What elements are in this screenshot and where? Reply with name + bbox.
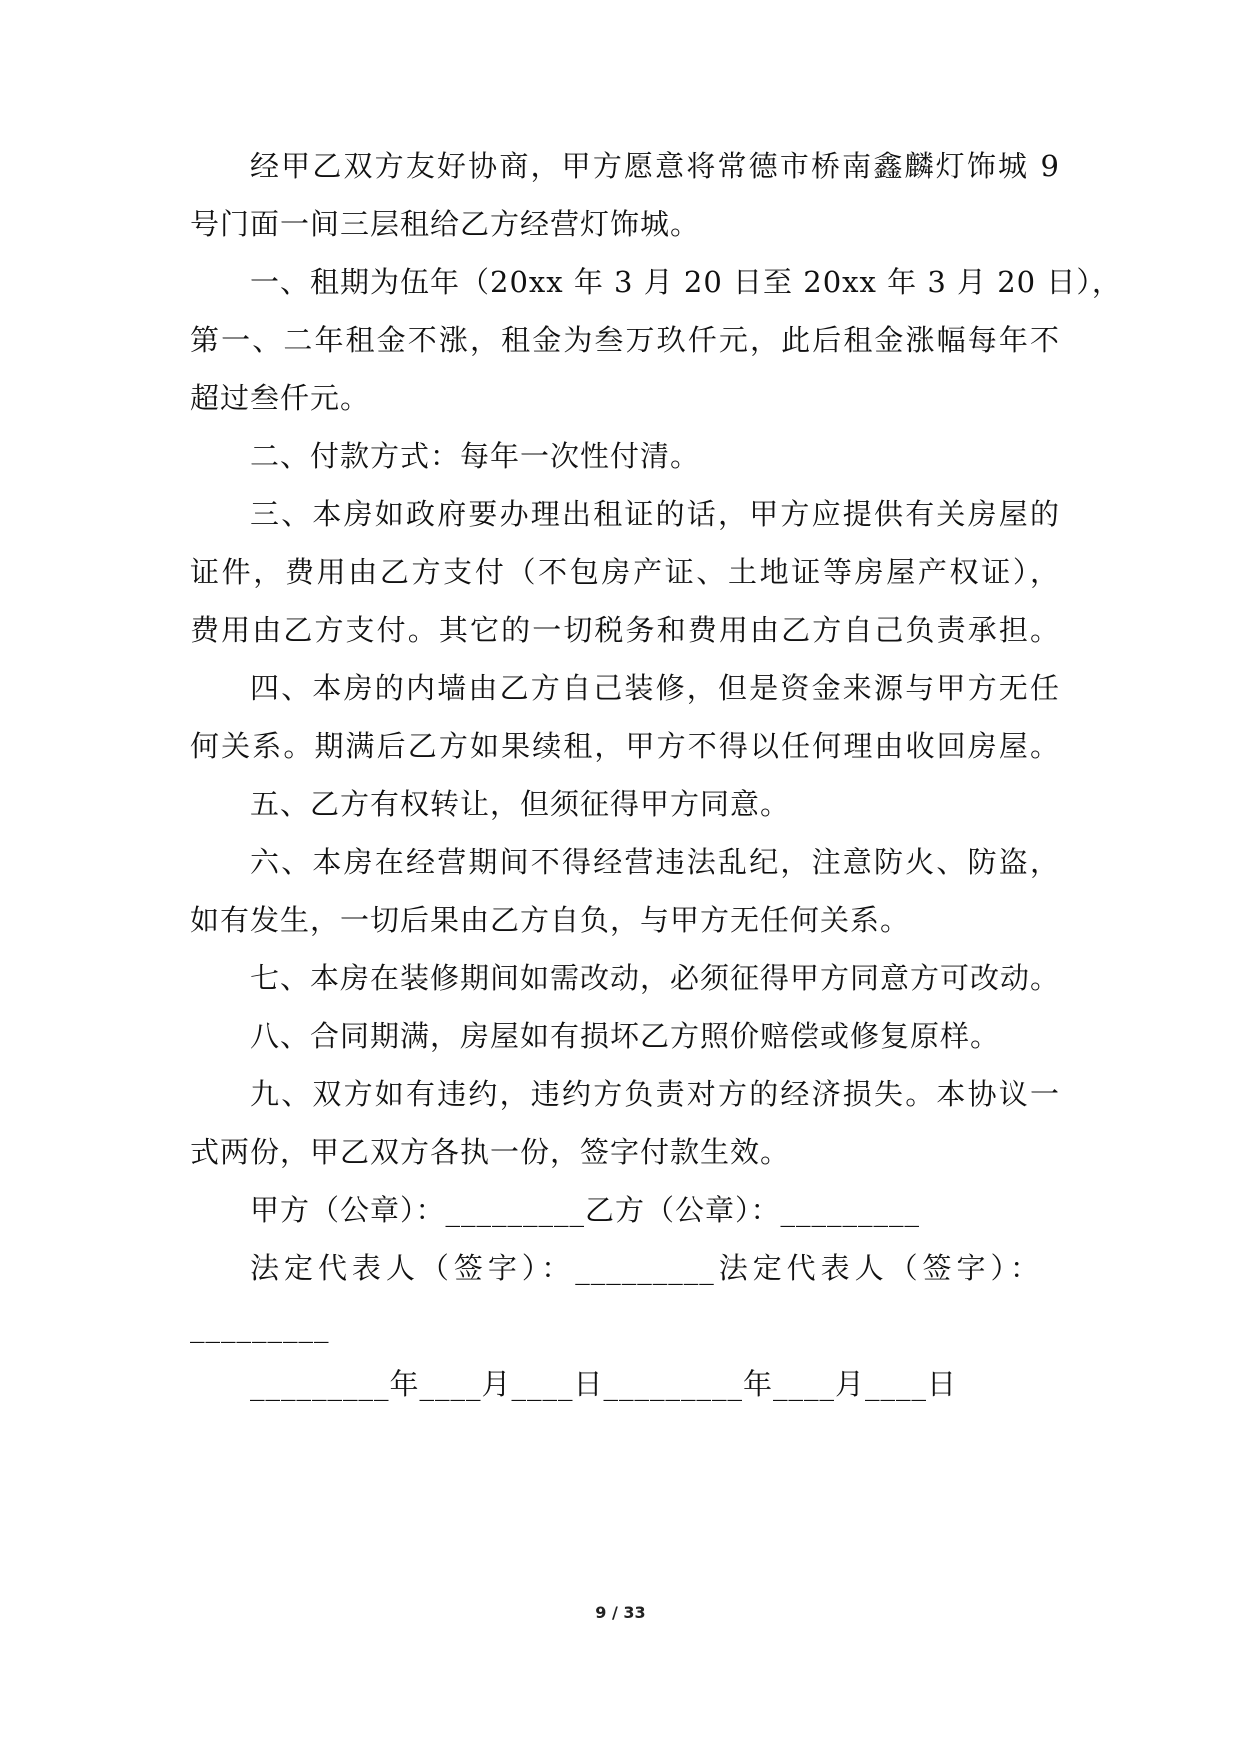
clause-3-line-3: 费用由乙方支付。其它的一切税务和费用由乙方自己负责承担。	[190, 613, 1060, 647]
signature-representative-blank: _________	[190, 1309, 330, 1343]
clause-3-line-1: 三、本房如政府要办理出租证的话，甲方应提供有关房屋的	[250, 497, 1060, 531]
signature-representatives: 法定代表人（签字）：_________法定代表人（签字）：	[250, 1251, 1040, 1285]
page-number: 9 / 33	[595, 1603, 646, 1622]
clause-2: 二、付款方式：每年一次性付清。	[250, 439, 701, 473]
clause-5: 五、乙方有权转让，但须征得甲方同意。	[250, 787, 791, 821]
clause-1-line-2: 第一、二年租金不涨，租金为叁万玖仟元，此后租金涨幅每年不	[190, 323, 1060, 357]
clause-9-line-2: 式两份，甲乙双方各执一份，签字付款生效。	[190, 1135, 791, 1169]
clause-8: 八、合同期满，房屋如有损坏乙方照价赔偿或修复原样。	[250, 1019, 1001, 1053]
clause-4-line-2: 何关系。期满后乙方如果续租，甲方不得以任何理由收回房屋。	[190, 729, 1060, 763]
clause-1-line-3: 超过叁仟元。	[190, 381, 371, 415]
clause-1-line-1: 一、租期为伍年（20xx 年 3 月 20 日至 20xx 年 3 月 20 日），	[250, 265, 1122, 299]
clause-7: 七、本房在装修期间如需改动，必须征得甲方同意方可改动。	[250, 961, 1061, 995]
clause-6-line-1: 六、本房在经营期间不得经营违法乱纪，注意防火、防盗，	[250, 845, 1060, 879]
signature-dates: _________年____月____日_________年____月____日	[250, 1367, 958, 1401]
clause-6-line-2: 如有发生，一切后果由乙方自负，与甲方无任何关系。	[190, 903, 911, 937]
paragraph-intro-line-1: 经甲乙双方友好协商，甲方愿意将常德市桥南鑫麟灯饰城 9	[250, 149, 1060, 183]
clause-9-line-1: 九、双方如有违约，违约方负责对方的经济损失。本协议一	[250, 1077, 1060, 1111]
clause-4-line-1: 四、本房的内墙由乙方自己装修，但是资金来源与甲方无任	[250, 671, 1060, 705]
clause-3-line-2: 证件，费用由乙方支付（不包房产证、土地证等房屋产权证），	[190, 555, 1060, 589]
signature-party-seals: 甲方（公章）：_________乙方（公章）：_________	[250, 1193, 921, 1227]
paragraph-intro-line-2: 号门面一间三层租给乙方经营灯饰城。	[190, 207, 701, 241]
